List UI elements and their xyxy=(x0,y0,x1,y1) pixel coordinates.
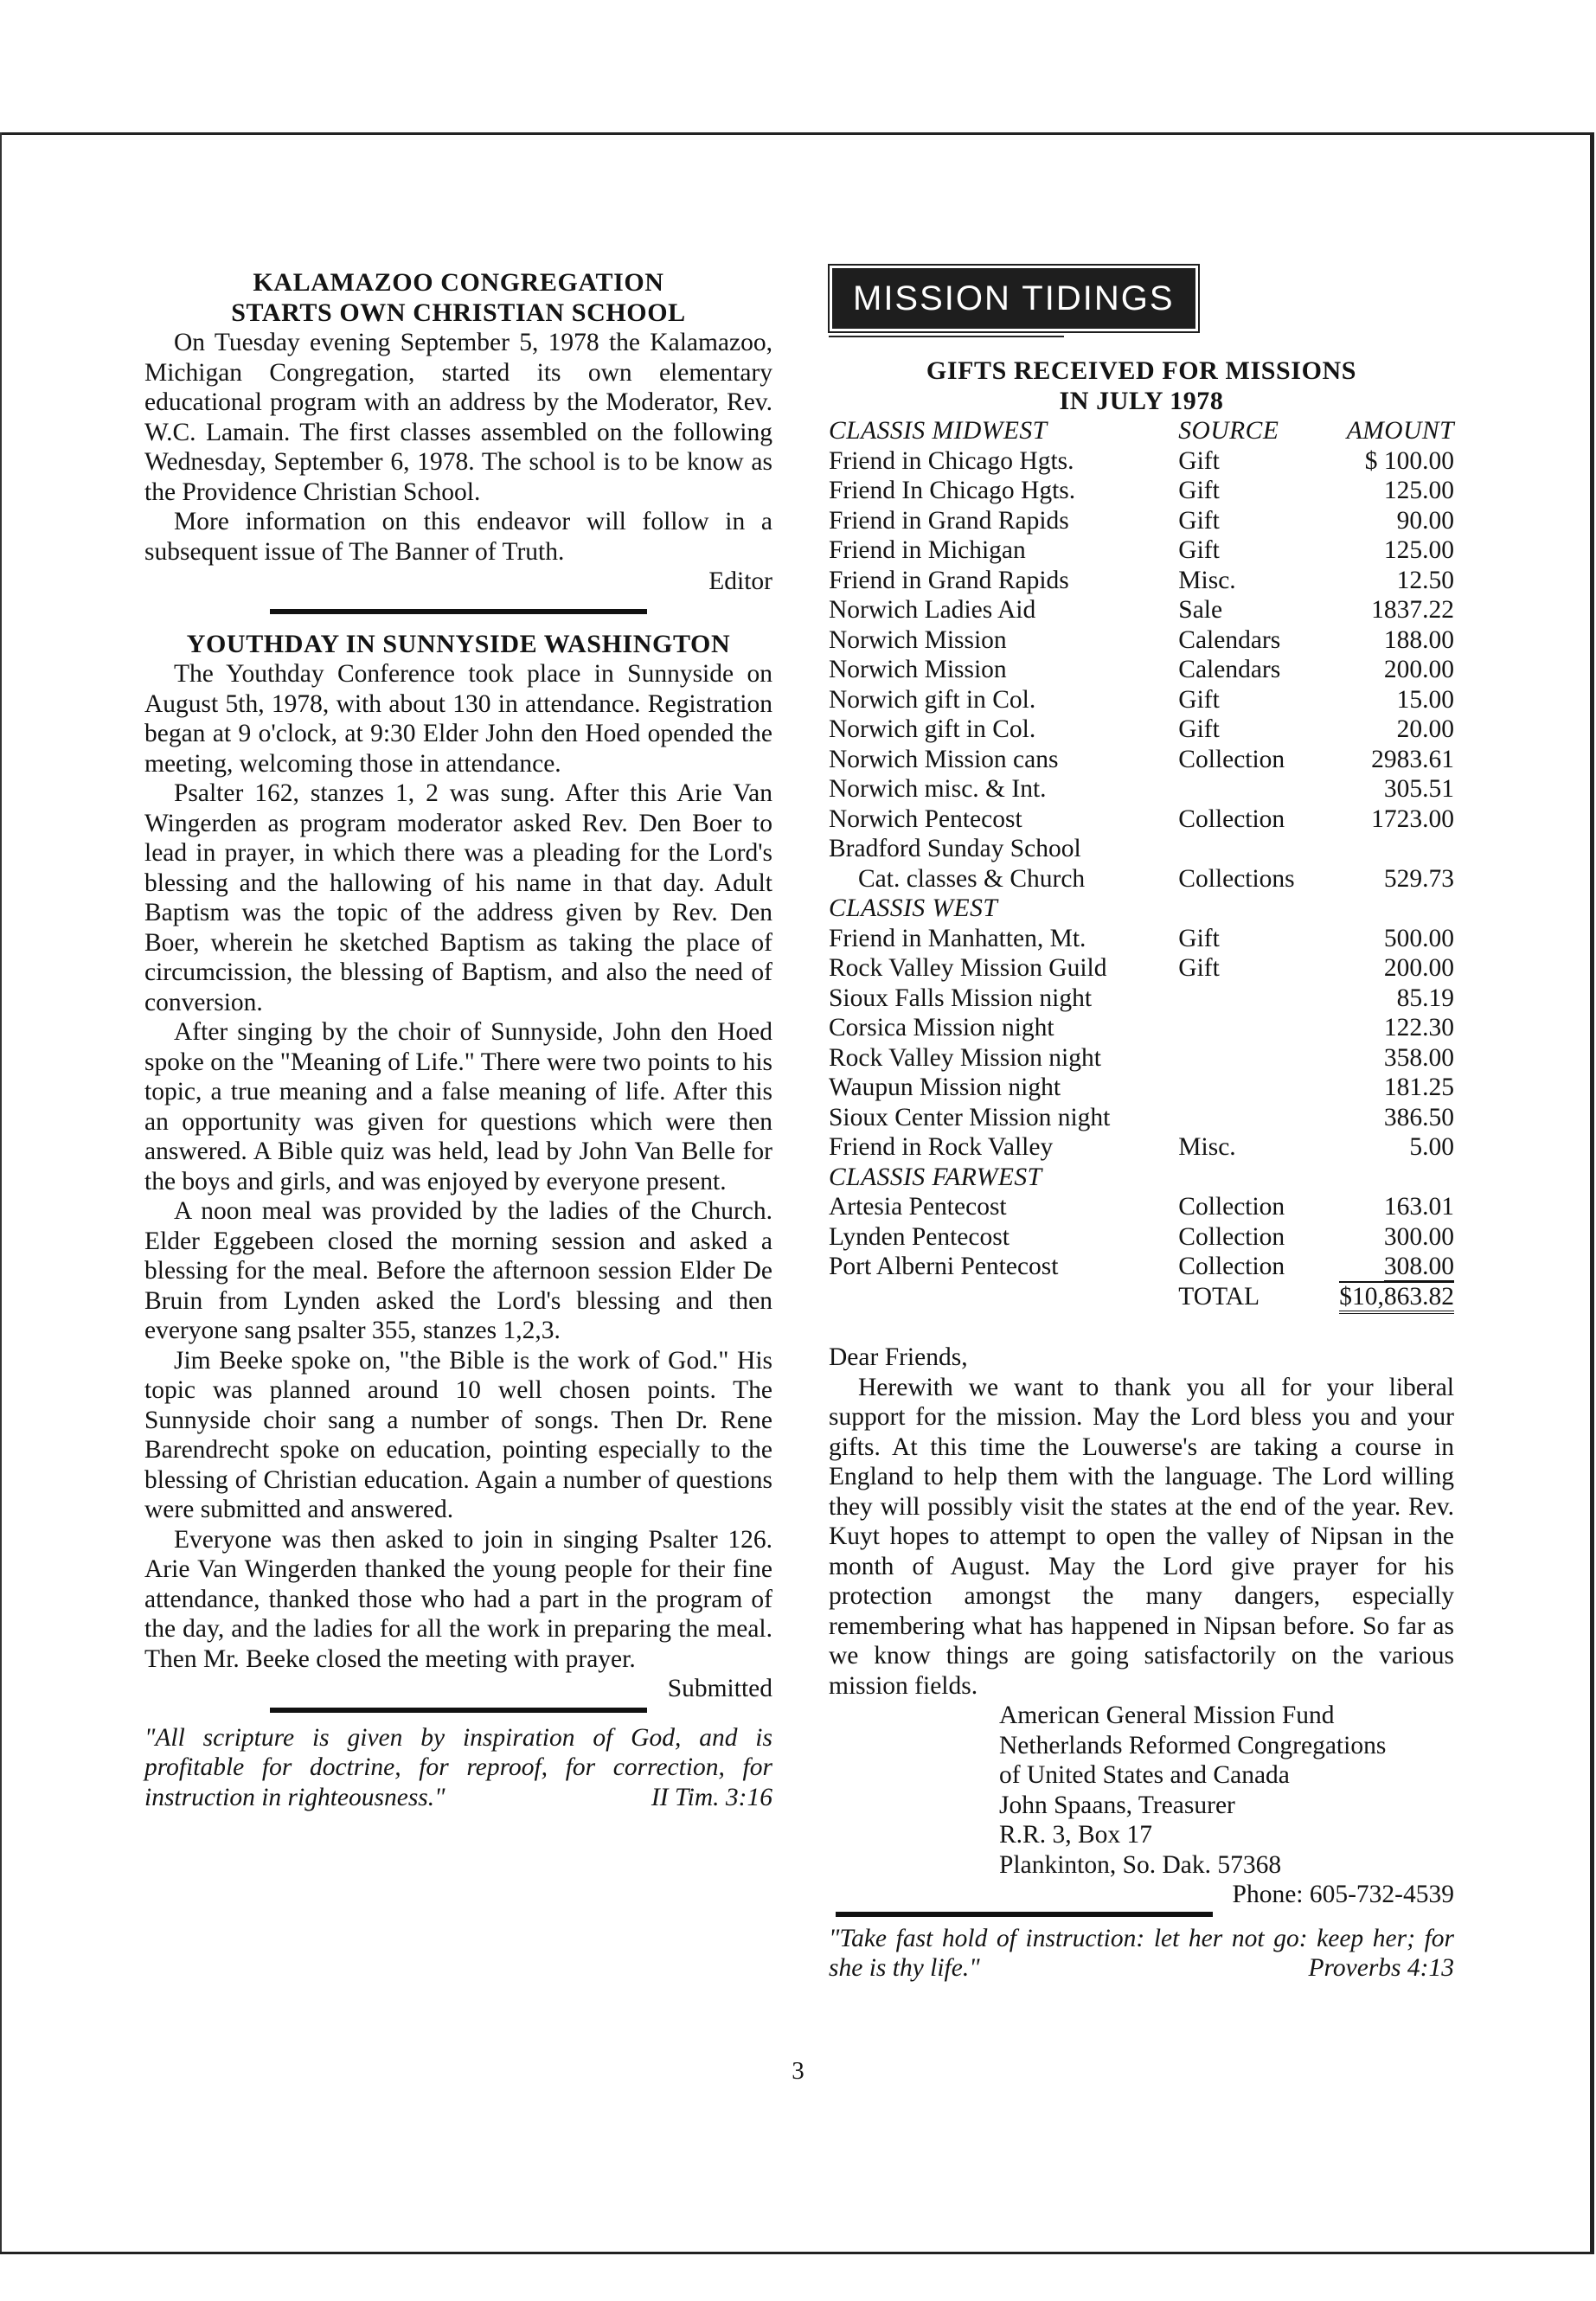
gift-source xyxy=(1178,774,1339,804)
gift-donor: Norwich Mission xyxy=(829,656,1007,683)
gift-source: Collection xyxy=(1178,804,1285,833)
gift-source xyxy=(1178,834,1339,864)
gift-amount: 163.01 xyxy=(1383,1193,1454,1221)
address-line: R.R. 3, Box 17 xyxy=(999,1821,1153,1849)
gift-donor: Norwich misc. & Int. xyxy=(829,775,1047,803)
gift-donor: Cat. classes & Church xyxy=(858,864,1086,893)
column-header-amount xyxy=(1339,1163,1454,1193)
gift-row xyxy=(829,506,1454,536)
address-line: Netherlands Reformed Congregations xyxy=(999,1731,1387,1759)
gift-row xyxy=(829,774,1454,804)
address-line: Plankinton, So. Dak. 57368 xyxy=(999,1850,1282,1879)
gift-row xyxy=(829,1103,1454,1133)
gift-row xyxy=(829,984,1454,1014)
gift-amount: 358.00 xyxy=(1383,1043,1454,1072)
article-paragraph: Jim Beeke spoke on, "the Bible is the work of God." His topic was planned around 10 well chosen points. The Sunnyside choir sang a number of songs. Then Dr. Rene Barendrecht spoke on education, pointing especially to the blessing of Christian education. Again a number of questions were submitted and answered. xyxy=(144,1346,772,1523)
page-border-top xyxy=(0,132,1594,135)
gift-donor: Friend in Rock Valley xyxy=(829,1133,1054,1161)
gift-donor: Artesia Pentecost xyxy=(829,1193,1007,1221)
gift-row xyxy=(829,834,1454,864)
gift-amount: 1723.00 xyxy=(1371,804,1454,833)
gift-source: Sale xyxy=(1178,596,1223,624)
mission-fund-address xyxy=(829,1701,1454,1880)
classis-heading-row xyxy=(829,894,1454,924)
address-line: of United States and Canada xyxy=(999,1761,1290,1789)
gift-row xyxy=(829,655,1454,685)
gift-donor: Waupun Mission night xyxy=(829,1074,1061,1101)
gift-row xyxy=(829,535,1454,566)
classis-heading-row xyxy=(829,416,1454,446)
column-header-source xyxy=(1178,1163,1339,1193)
gift-amount: 1837.22 xyxy=(1371,596,1454,624)
gift-row xyxy=(829,924,1454,954)
page-border-bottom xyxy=(0,2252,1594,2254)
gift-amount: 386.50 xyxy=(1383,1103,1454,1131)
gift-row xyxy=(829,566,1454,596)
gift-source: Gift xyxy=(1178,685,1220,714)
article-paragraph: On Tuesday evening September 5, 1978 the Kalamazoo, Michigan Congregation, started its own elementary educational program with an address by the Moderator, Rev. W.C. Lamain. The first classes assembled on the following Wednesday, September 6, 1978. The school is to be know as the Providence Christian School. xyxy=(144,329,772,506)
gift-amount: 15.00 xyxy=(1396,685,1454,714)
gift-source xyxy=(1178,1013,1339,1043)
gift-row xyxy=(829,1013,1454,1043)
gift-source: Collection xyxy=(1178,1222,1285,1251)
quote-text: "All scripture is given by inspiration of God, and is profitable for doctrine, for reproof, for correction, for instruction in righteousness." xyxy=(144,1723,772,1811)
gift-source: Gift xyxy=(1178,477,1220,504)
article-signature: Submitted xyxy=(667,1675,772,1702)
gift-donor: Norwich Mission cans xyxy=(829,745,1059,773)
gift-row xyxy=(829,625,1454,656)
classis-name: CLASSIS FARWEST xyxy=(829,1163,1042,1191)
section-divider xyxy=(270,609,647,614)
gift-amount: 188.00 xyxy=(1383,625,1454,654)
gift-donor: Corsica Mission night xyxy=(829,1014,1054,1042)
classis-heading-row xyxy=(829,1163,1454,1193)
gift-donor: Norwich Mission xyxy=(829,625,1007,654)
article-title-line2: STARTS OWN CHRISTIAN SCHOOL xyxy=(231,298,686,327)
gift-donor: Sioux Center Mission night xyxy=(829,1103,1111,1131)
gift-amount: 181.25 xyxy=(1383,1074,1454,1101)
article-paragraph: Psalter 162, stanzes 1, 2 was sung. After this Arie Van Wingerden as program moderator asked Rev. Den Boer to lead in prayer, in which there was a pleading for the Lord's blessing and the hallowing of his name in that day. Adult Baptism was the topic of the address given by Rev. Den Boer, wherein he sketched Baptism as taking the place of circumcission, the blessing of Baptism, and also the need of conversion. xyxy=(144,779,772,1016)
article-paragraph: The Youthday Conference took place in Sunnyside on August 5th, 1978, with about 130 in attendance. Registration began at 9 o'clock, at 9:30 Elder John den Hoed opended the meeting, welcoming those in attendance. xyxy=(144,660,772,778)
youthday-article xyxy=(144,630,772,1704)
column-header-amount xyxy=(1339,894,1454,924)
gift-row xyxy=(829,715,1454,745)
gift-donor: Port Alberni Pentecost xyxy=(829,1253,1059,1280)
gift-amount: 5.00 xyxy=(1409,1133,1454,1161)
gift-source: Collection xyxy=(1178,1193,1285,1221)
gift-amount: 300.00 xyxy=(1383,1222,1454,1251)
column-header-amount: AMOUNT xyxy=(1346,417,1454,445)
gift-source: Gift xyxy=(1178,954,1220,982)
gift-donor: Lynden Pentecost xyxy=(829,1222,1010,1251)
gift-source: Calendars xyxy=(1178,625,1281,654)
gift-amount xyxy=(1339,1252,1454,1282)
total-label: TOTAL xyxy=(1178,1282,1260,1311)
gift-amount: 90.00 xyxy=(1396,506,1454,535)
gift-amount: 85.19 xyxy=(1396,984,1454,1012)
gift-source: Misc. xyxy=(1178,566,1236,594)
gift-donor: Rock Valley Mission Guild xyxy=(829,954,1107,982)
gift-amount: 122.30 xyxy=(1383,1014,1454,1042)
gift-donor: Friend In Chicago Hgts. xyxy=(829,477,1076,504)
gift-donor: Sioux Falls Mission night xyxy=(829,984,1093,1012)
gift-row xyxy=(829,864,1454,894)
gift-source xyxy=(1178,1043,1339,1074)
gift-donor: Bradford Sunday School xyxy=(829,835,1081,862)
gift-amount: 20.00 xyxy=(1396,715,1454,743)
gift-amount: 125.00 xyxy=(1383,536,1454,564)
quote-reference: Proverbs 4:13 xyxy=(1308,1954,1454,1982)
letter-body: Herewith we want to thank you all for your liberal support for the mission. May the Lord bless you and your gifts. At this time the Louwerse's are taking a course in England to help them with the language. The Lord willing they will possibly visit the states at the end of the year. Rev. Kuyt hopes to attempt to open the valley of Nipsan in the month of August. May the Lord give prayer for his protection amongst the many dangers, especially remembering what has happened in Nipsan before. So far as we know things are going satisfactorily on the various mission fields. xyxy=(829,1373,1454,1700)
gifts-title-line1: GIFTS RECEIVED FOR MISSIONS xyxy=(926,356,1357,385)
gift-row xyxy=(829,685,1454,715)
gift-amount: 500.00 xyxy=(1383,924,1454,952)
quote-reference: II Tim. 3:16 xyxy=(651,1783,772,1811)
gift-donor: Friend in Chicago Hgts. xyxy=(829,446,1074,475)
article-title: YOUTHDAY IN SUNNYSIDE WASHINGTON xyxy=(186,629,731,658)
page-border-left xyxy=(0,132,2,2252)
letter-greeting: Dear Friends, xyxy=(829,1343,968,1371)
address-line: John Spaans, Treasurer xyxy=(999,1791,1235,1819)
classis-name: CLASSIS WEST xyxy=(829,894,998,922)
address-line: American General Mission Fund xyxy=(999,1702,1335,1729)
gift-row xyxy=(829,745,1454,775)
article-paragraph: A noon meal was provided by the ladies of the Church. Elder Eggebeen closed the morning session and asked a blessing for the meal. Before the afternoon session Elder De Bruin from Lynden asked the Lord's blessing and then everyone sang psalter 355, stanzes 1,2,3. xyxy=(144,1197,772,1344)
gift-amount: 200.00 xyxy=(1383,954,1454,982)
gift-row xyxy=(829,804,1454,835)
gift-amount: 125.00 xyxy=(1383,477,1454,504)
gift-row xyxy=(829,446,1454,477)
article-paragraph: After singing by the choir of Sunnyside, John den Hoed spoke on the "Meaning of Life." There were two points to his topic, a true meaning and a false meaning of life. After this an opportunity was given for questions which were then answered. A Bible quiz was held, lead by John Van Belle for the boys and girls, and was enjoyed by everyone present. xyxy=(144,1018,772,1195)
gift-amount: 305.51 xyxy=(1383,775,1454,803)
scripture-quote xyxy=(144,1723,772,1813)
column-header-source xyxy=(1178,894,1339,924)
gift-source: Misc. xyxy=(1178,1133,1236,1161)
column-header-source: SOURCE xyxy=(1178,417,1279,445)
gift-amount: 2983.61 xyxy=(1371,745,1454,773)
article-title-line1: KALAMAZOO CONGREGATION xyxy=(253,268,664,297)
gift-row xyxy=(829,1073,1454,1103)
gift-amount: 12.50 xyxy=(1396,566,1454,594)
gift-source: Collection xyxy=(1178,745,1285,773)
mission-tidings-banner: MISSION TIDINGS xyxy=(832,268,1195,329)
article-paragraph: More information on this endeavor will follow in a subsequent issue of The Banner of Truth. xyxy=(144,508,772,566)
total-amount: $10,863.82 xyxy=(1339,1281,1454,1314)
kalamazoo-article xyxy=(144,268,772,597)
gift-amount: $ 100.00 xyxy=(1364,446,1454,475)
gift-donor: Norwich Pentecost xyxy=(829,804,1022,833)
gift-source: Gift xyxy=(1178,446,1220,475)
gift-row xyxy=(829,1252,1454,1282)
page-number: 3 xyxy=(792,2057,804,2085)
gift-row xyxy=(829,1043,1454,1074)
gift-donor: Friend in Grand Rapids xyxy=(829,506,1069,535)
article-signature: Editor xyxy=(708,567,772,595)
gift-source xyxy=(1178,984,1339,1014)
gift-row xyxy=(829,476,1454,506)
classis-name: CLASSIS MIDWEST xyxy=(829,417,1048,445)
gift-source xyxy=(1178,1103,1339,1133)
article-paragraph: Everyone was then asked to join in singing Psalter 126. Arie Van Wingerden thanked the young people for their fine attendance, thanked those who had a part in the program of the day, and the ladies for all the work in preparing the meal. Then Mr. Beeke closed the meeting with prayer. xyxy=(144,1525,772,1673)
gift-row xyxy=(829,1192,1454,1222)
left-column xyxy=(144,268,772,1812)
gift-amount: 200.00 xyxy=(1383,656,1454,683)
scripture-quote xyxy=(829,1924,1454,1984)
gift-source xyxy=(1178,1073,1339,1103)
gifts-table xyxy=(829,416,1454,1311)
gift-row xyxy=(829,595,1454,625)
last-amount-underline: 308.00 xyxy=(1383,1253,1454,1280)
gift-source: Gift xyxy=(1178,506,1220,535)
gift-row xyxy=(829,1222,1454,1253)
page-border-right xyxy=(1590,132,1594,2252)
phone-number: Phone: 605-732-4539 xyxy=(1232,1881,1454,1908)
gift-row xyxy=(829,1132,1454,1163)
gifts-title-line2: IN JULY 1978 xyxy=(1059,386,1224,415)
gift-amount: 529.73 xyxy=(1383,864,1454,893)
gift-donor: Friend in Manhatten, Mt. xyxy=(829,924,1086,952)
gift-source: Gift xyxy=(1178,924,1220,952)
section-divider xyxy=(836,1912,1213,1917)
total-amount-cell xyxy=(1339,1282,1454,1312)
gift-source: Collection xyxy=(1178,1253,1285,1280)
gift-source: Collections xyxy=(1178,864,1295,893)
gift-source: Gift xyxy=(1178,715,1220,743)
quote-text: "Take fast hold of instruction: let her not go: keep her; for she is thy life." xyxy=(829,1924,1454,1982)
gift-donor: Rock Valley Mission night xyxy=(829,1043,1101,1072)
gift-donor: Friend in Michigan xyxy=(829,536,1026,564)
gift-donor: Norwich gift in Col. xyxy=(829,685,1036,714)
total-spacer xyxy=(829,1282,1178,1312)
gift-donor: Friend in Grand Rapids xyxy=(829,566,1069,594)
gift-source: Gift xyxy=(1178,536,1220,564)
gift-row xyxy=(829,953,1454,984)
gift-donor: Norwich Ladies Aid xyxy=(829,596,1036,624)
right-column xyxy=(829,268,1454,1984)
gift-source: Calendars xyxy=(1178,656,1281,683)
total-row xyxy=(829,1282,1454,1312)
gift-amount xyxy=(1339,834,1454,864)
section-divider xyxy=(270,1708,647,1713)
gift-donor: Norwich gift in Col. xyxy=(829,715,1036,743)
